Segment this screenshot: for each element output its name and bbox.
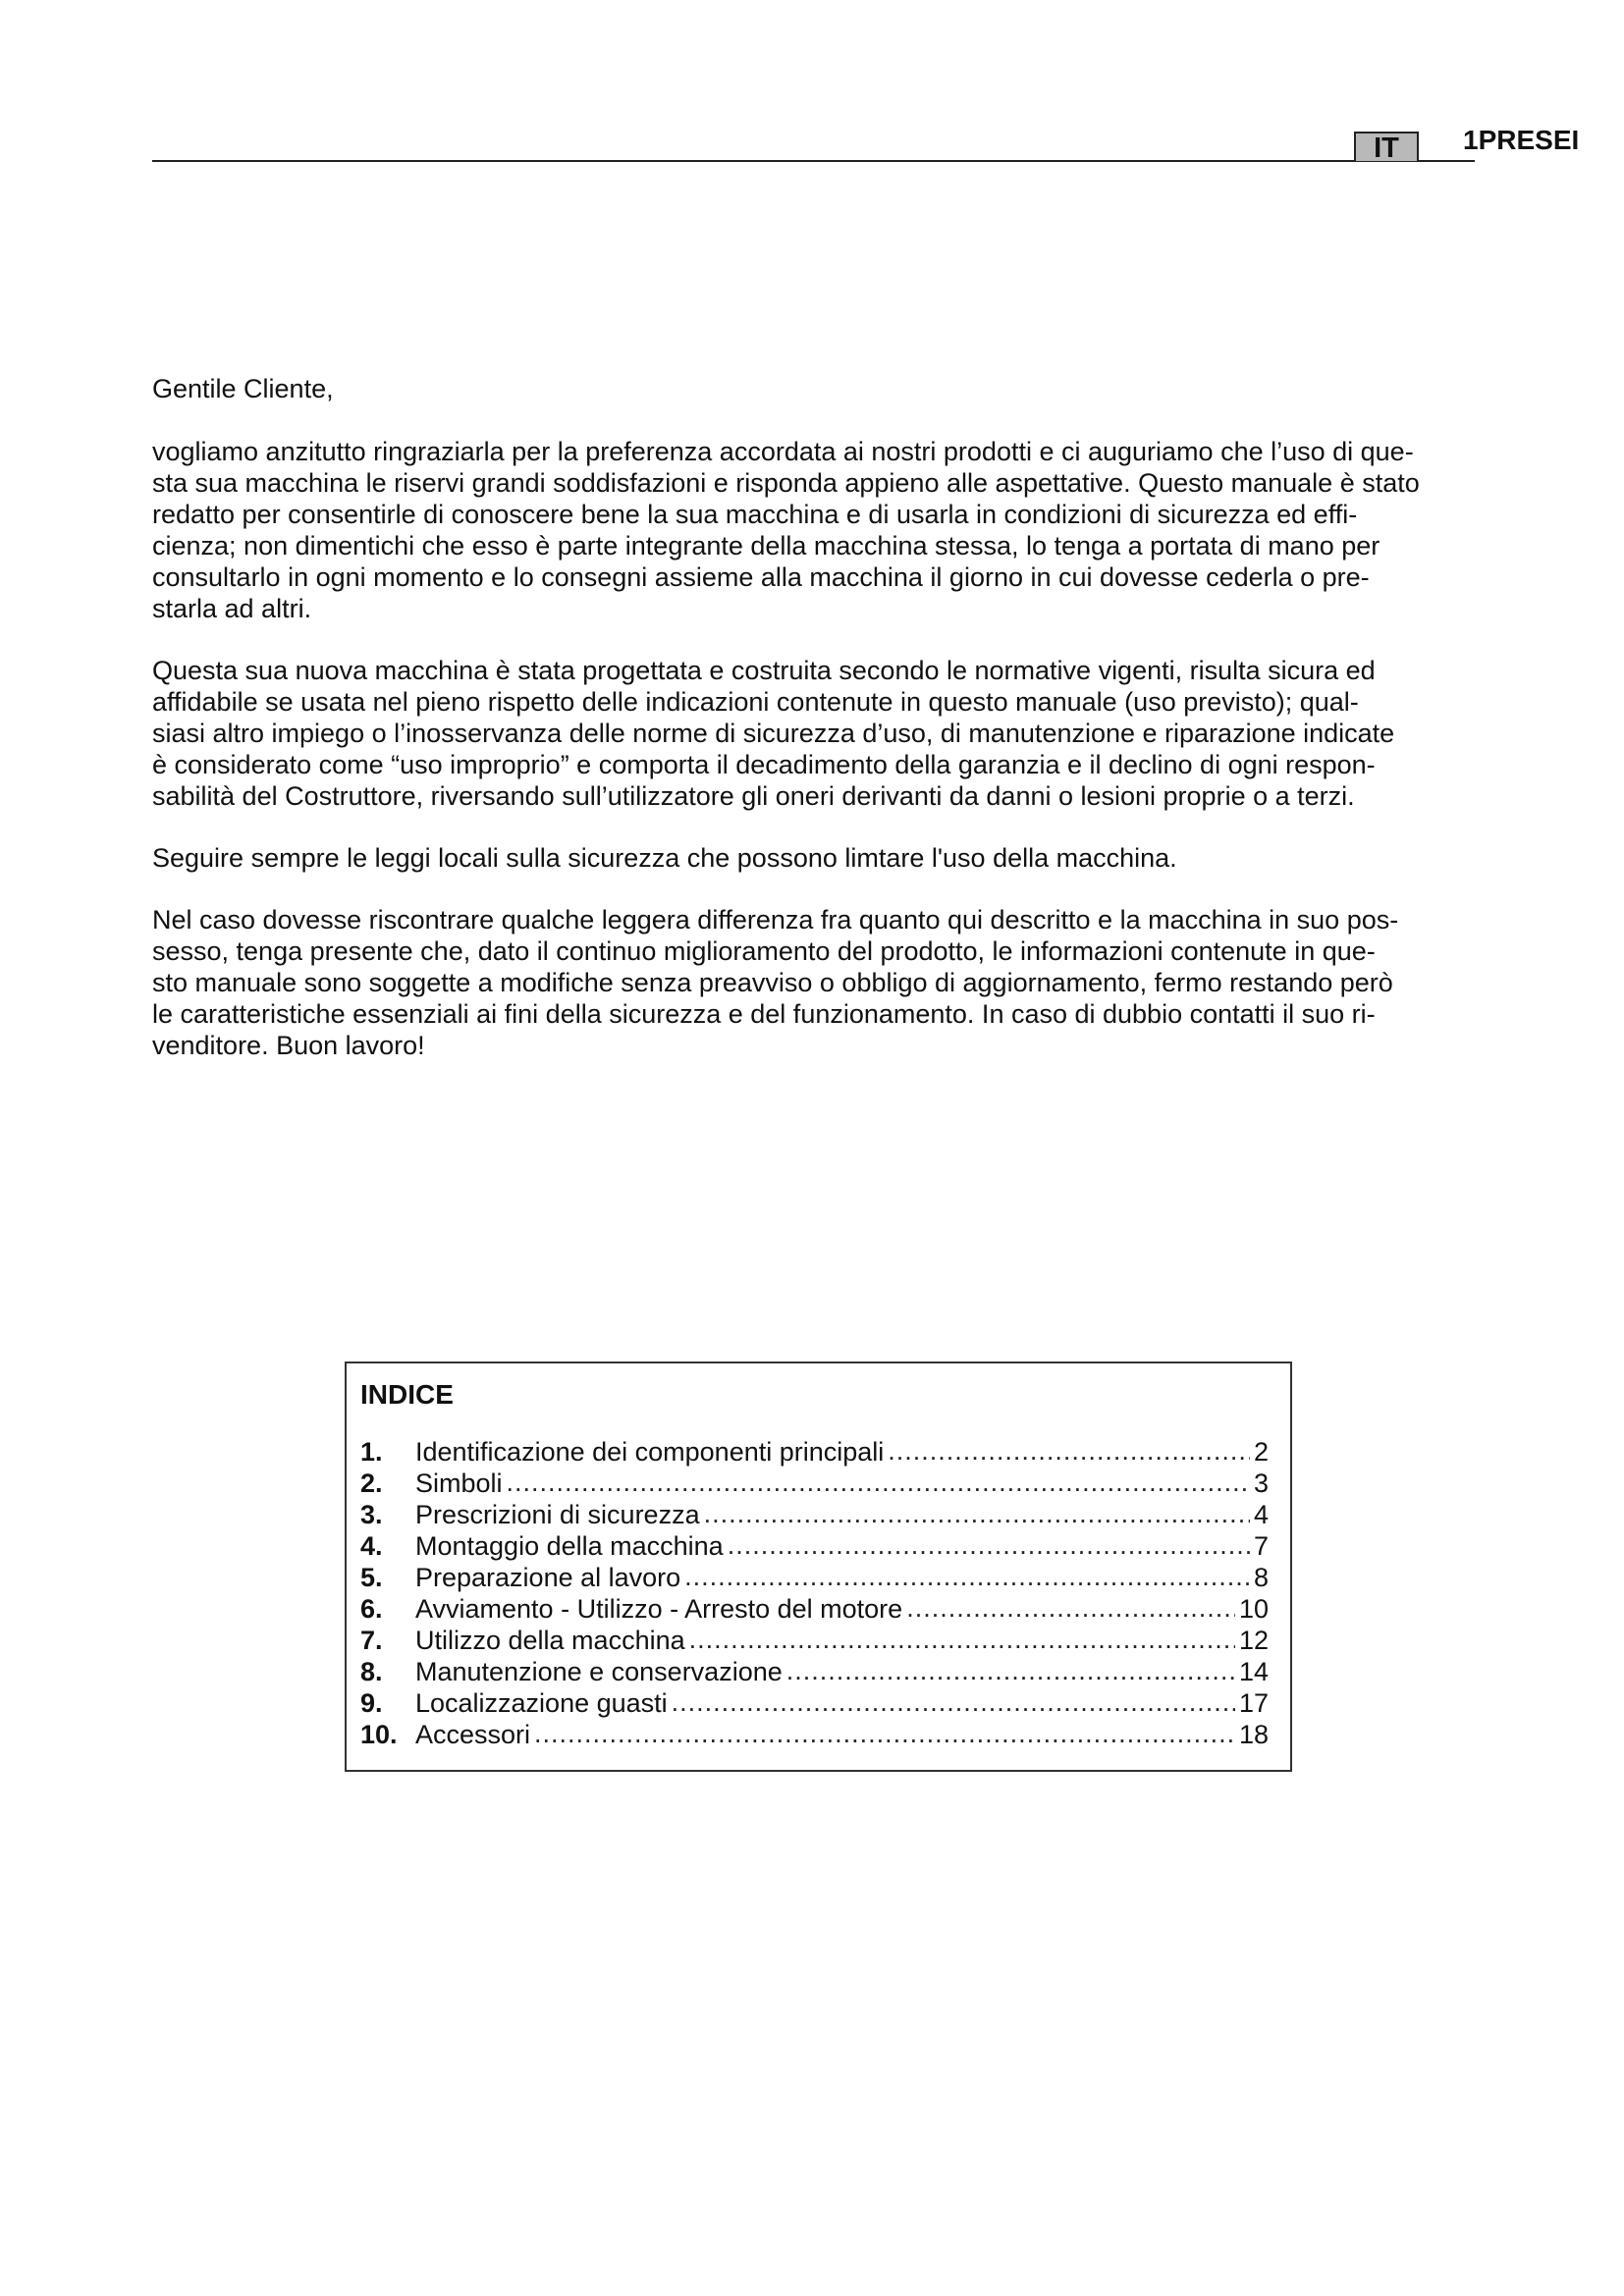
toc-leader-dots	[672, 1686, 1235, 1718]
text-line: siasi altro impiego o l’inosservanza delle norme di sicurezza d’uso, di manutenzione e riparazione indicate	[152, 719, 1395, 748]
toc-leader-dots	[534, 1718, 1235, 1749]
text-line: sta sua macchina le riservi grandi soddisfazioni e risponda appieno alle aspettative. Questo manuale è stato	[152, 468, 1420, 498]
text-line: redatto per consentirle di conoscere bene la sua macchina e di usarla in condizioni di sicurezza ed effi-	[152, 500, 1358, 529]
toc-leader-dots	[704, 1498, 1250, 1529]
toc-item-label: Manutenzione e conservazione	[415, 1657, 783, 1686]
toc-item-number: 3.	[360, 1500, 383, 1529]
paragraph-intro	[152, 436, 1546, 624]
toc-leader-dots	[786, 1655, 1235, 1686]
paragraph-intended-use	[152, 655, 1546, 812]
toc-item-number: 1.	[360, 1437, 383, 1467]
table-of-contents	[345, 1362, 1292, 1772]
toc-item-number: 5.	[360, 1563, 383, 1592]
toc-leader-dots	[507, 1467, 1250, 1498]
toc-item-page: 14	[1238, 1657, 1269, 1686]
paragraph-differences	[152, 904, 1546, 1061]
toc-leader-dots	[906, 1592, 1235, 1624]
letter-body	[152, 373, 1546, 1092]
toc-item-label: Utilizzo della macchina	[415, 1626, 685, 1655]
text-line: Questa sua nuova macchina è stata progettata e costruita secondo le normative vigenti, risulta sicura ed	[152, 656, 1376, 685]
text-line: Nel caso dovesse riscontrare qualche leggera differenza fra quanto qui descritto e la macchina in suo pos-	[152, 905, 1399, 934]
toc-leader-dots	[689, 1624, 1235, 1655]
toc-item-number: 9.	[360, 1688, 383, 1718]
header-rule	[152, 160, 1475, 162]
toc-item-number: 6.	[360, 1594, 383, 1624]
toc-leader-dots	[684, 1561, 1250, 1592]
text-line: è considerato come “uso improprio” e comporta il decadimento della garanzia e il declino di ogni respon-	[152, 750, 1376, 779]
toc-title: INDICE	[360, 1379, 454, 1410]
toc-item[interactable]	[360, 1625, 1269, 1656]
toc-item-number: 4.	[360, 1531, 383, 1561]
toc-item-page: 8	[1253, 1563, 1269, 1592]
toc-item-number: 7.	[360, 1626, 383, 1655]
text-line: consultarlo in ogni momento e lo consegni assieme alla macchina il giorno in cui dovesse cederla o pre-	[152, 562, 1370, 592]
toc-item-number: 2.	[360, 1468, 383, 1498]
toc-item[interactable]	[360, 1562, 1269, 1593]
toc-item[interactable]	[360, 1656, 1269, 1687]
text-line: sesso, tenga presente che, dato il continuo miglioramento del prodotto, le informazioni contenute in que-	[152, 936, 1376, 966]
text-line: venditore. Buon lavoro!	[152, 1031, 425, 1060]
toc-item-page: 18	[1238, 1720, 1269, 1749]
toc-item-label: Accessori	[415, 1720, 531, 1749]
text-line: Seguire sempre le leggi locali sulla sicurezza che possono limtare l'uso della macchina.	[152, 843, 1177, 873]
toc-item-label: Prescrizioni di sicurezza	[415, 1500, 700, 1529]
toc-item-page: 3	[1253, 1468, 1269, 1498]
text-line: sto manuale sono soggette a modifiche senza preavviso o obbligo di aggiornamento, fermo restando però	[152, 968, 1393, 997]
salutation: Gentile Cliente,	[152, 374, 334, 403]
toc-item[interactable]	[360, 1719, 1269, 1750]
toc-item[interactable]	[360, 1687, 1269, 1719]
text-line: starla ad altri.	[152, 594, 312, 623]
toc-item-label: Preparazione al lavoro	[415, 1563, 681, 1592]
text-line: vogliamo anzitutto ringraziarla per la preferenza accordata ai nostri prodotti e ci auguriamo che l’uso di que-	[152, 437, 1414, 466]
toc-item[interactable]	[360, 1436, 1269, 1468]
toc-leader-dots	[728, 1529, 1250, 1561]
toc-item-number: 8.	[360, 1657, 383, 1686]
toc-item-label: Avviamento - Utilizzo - Arresto del motore	[415, 1594, 903, 1624]
toc-item-label: Localizzazione guasti	[415, 1688, 668, 1718]
toc-item-page: 7	[1253, 1531, 1269, 1561]
language-badge: IT	[1354, 132, 1419, 161]
toc-item-label: Simboli	[415, 1468, 503, 1498]
document-code: 1PRESEI	[1463, 125, 1580, 155]
toc-item-page: 10	[1238, 1594, 1269, 1624]
toc-item[interactable]	[360, 1593, 1269, 1625]
paragraph-local-laws	[152, 842, 1546, 874]
toc-item[interactable]	[360, 1499, 1269, 1530]
text-line: le caratteristiche essenziali ai fini della sicurezza e del funzionamento. In caso di dubbio contatti il suo ri-	[152, 999, 1376, 1029]
text-line: cienza; non dimentichi che esso è parte integrante della macchina stessa, lo tenga a portata di mano per	[152, 531, 1380, 561]
toc-item-number: 10.	[360, 1720, 398, 1749]
text-line: sabilità del Costruttore, riversando sull’utilizzatore gli oneri derivanti da danni o lesioni proprie o a terzi.	[152, 781, 1355, 811]
toc-item-page: 12	[1238, 1626, 1269, 1655]
toc-item[interactable]	[360, 1530, 1269, 1562]
toc-item-label: Identificazione dei componenti principali	[415, 1437, 885, 1467]
toc-item[interactable]	[360, 1468, 1269, 1499]
toc-item-page: 4	[1253, 1500, 1269, 1529]
toc-item-page: 17	[1238, 1688, 1269, 1718]
text-line: affidabile se usata nel pieno rispetto delle indicazioni contenute in questo manuale (uso previsto); qual-	[152, 687, 1359, 717]
toc-leader-dots	[888, 1435, 1250, 1467]
toc-item-page: 2	[1253, 1437, 1269, 1467]
toc-item-label: Montaggio della macchina	[415, 1531, 724, 1561]
